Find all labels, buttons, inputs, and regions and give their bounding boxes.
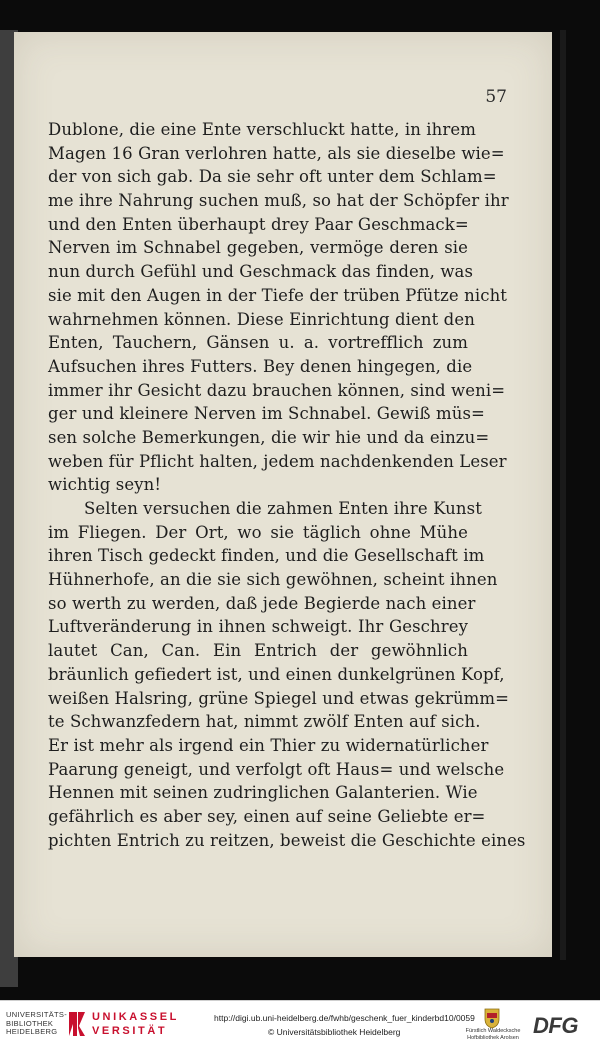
paragraph-start-line: Selten versuchen die zahmen Enten ihre Kunst xyxy=(84,499,482,518)
text-line: Luftveränderung in ihnen schweigt. Ihr Geschrey xyxy=(48,617,468,637)
text-line: lautet Can, Can. Ein Entrich der gewöhnlich xyxy=(48,641,468,661)
coat-of-arms-icon xyxy=(480,1007,504,1029)
logo-text-line: Hofbibliothek Arolsen xyxy=(467,1034,519,1041)
text-line: Hennen mit seinen zudringlichen Galanterien. Wie xyxy=(48,783,478,803)
text-line: bräunlich gefiedert ist, und einen dunkelgrünen Kopf, xyxy=(48,664,505,684)
permalink-url[interactable]: http://digi.ub.uni-heidelberg.de/fwhb/geschenk_fuer_kinderbd10/0059 xyxy=(214,1013,475,1023)
logo-text-line: UNIVERSITÄTS- xyxy=(6,1010,67,1019)
logo-text-line: UNIKASSEL xyxy=(92,1011,179,1023)
text-line: Hühnerhofe, an die sie sich gewöhnen, scheint ihnen xyxy=(48,570,498,590)
text-line: Enten, Tauchern, Gänsen u. a. vortrefflich zum xyxy=(48,333,468,353)
text-line: sen solche Bemerkungen, die wir hie und da einzu= xyxy=(48,427,490,447)
text-line: gefährlich es aber sey, einen auf seine Geliebte er= xyxy=(48,806,486,826)
text-line: Aufsuchen ihres Futters. Bey denen hingegen, die xyxy=(48,356,473,376)
text-line: Paarung geneigt, und verfolgt oft Haus= und welsche xyxy=(48,759,505,779)
text-line: und den Enten überhaupt drey Paar Geschmack= xyxy=(48,214,469,234)
text-line: te Schwanzfedern hat, nimmt zwölf Enten auf sich. xyxy=(48,712,481,732)
heidelberg-library-logo[interactable] xyxy=(6,1011,67,1037)
kassel-university-logo[interactable] xyxy=(92,1010,179,1038)
kassel-seal-icon xyxy=(67,1010,87,1038)
dfg-logo[interactable]: DFG xyxy=(533,1013,578,1038)
text-line: ihren Tisch gedeckt finden, und die Gesellschaft im xyxy=(48,546,485,566)
logo-text-line: Fürstlich Waldecksche xyxy=(465,1028,521,1034)
arolsen-library-logo[interactable] xyxy=(462,1028,524,1041)
text-line: Nerven im Schnabel gegeben, vermöge deren sie xyxy=(48,238,468,258)
text-line: nun durch Gefühl und Geschmack das finden, was xyxy=(48,262,474,282)
viewer-footer xyxy=(0,1000,600,1048)
text-line: Er ist mehr als irgend ein Thier zu widernatürlicher xyxy=(48,735,489,755)
text-line: so werth zu werden, daß jede Begierde nach einer xyxy=(48,593,476,613)
text-line: weben für Pflicht halten, jedem nachdenkenden Leser xyxy=(48,451,507,471)
text-line: me ihre Nahrung suchen muß, so hat der Schöpfer ihr xyxy=(48,191,509,211)
text-line: pichten Entrich zu reitzen, beweist die Geschichte eines xyxy=(48,830,526,850)
scan-frame-right xyxy=(560,30,566,960)
page-number: 57 xyxy=(485,87,507,107)
text-line: der von sich gab. Da sie sehr oft unter dem Schlam= xyxy=(48,167,497,187)
logo-text-line: BIBLIOTHEK xyxy=(6,1018,54,1028)
text-line: ger und kleinere Nerven im Schnabel. Gewiß müs= xyxy=(48,404,485,424)
text-line: wahrnehmen können. Diese Einrichtung dient den xyxy=(48,309,475,329)
copyright-notice: © Universitätsbibliothek Heidelberg xyxy=(268,1027,401,1037)
paragraph-end-line: wichtig seyn! xyxy=(48,475,162,495)
text-line: immer ihr Gesicht dazu brauchen können, sind weni= xyxy=(48,380,506,400)
text-line: Dublone, die eine Ente verschluckt hatte, in ihrem xyxy=(48,120,477,139)
text-line: weißen Halsring, grüne Spiegel und etwas gekrümm= xyxy=(48,688,510,708)
logo-text-line: VERSITÄT xyxy=(92,1025,168,1037)
text-line: sie mit den Augen in der Tiefe der trüben Pfütze nicht xyxy=(48,285,508,305)
text-line: Magen 16 Gran verlohren hatte, als sie dieselbe wie= xyxy=(48,143,505,163)
page-text xyxy=(48,118,526,852)
logo-text-line: HEIDELBERG xyxy=(6,1027,58,1037)
text-line: im Fliegen. Der Ort, wo sie täglich ohne Mühe xyxy=(48,522,468,542)
